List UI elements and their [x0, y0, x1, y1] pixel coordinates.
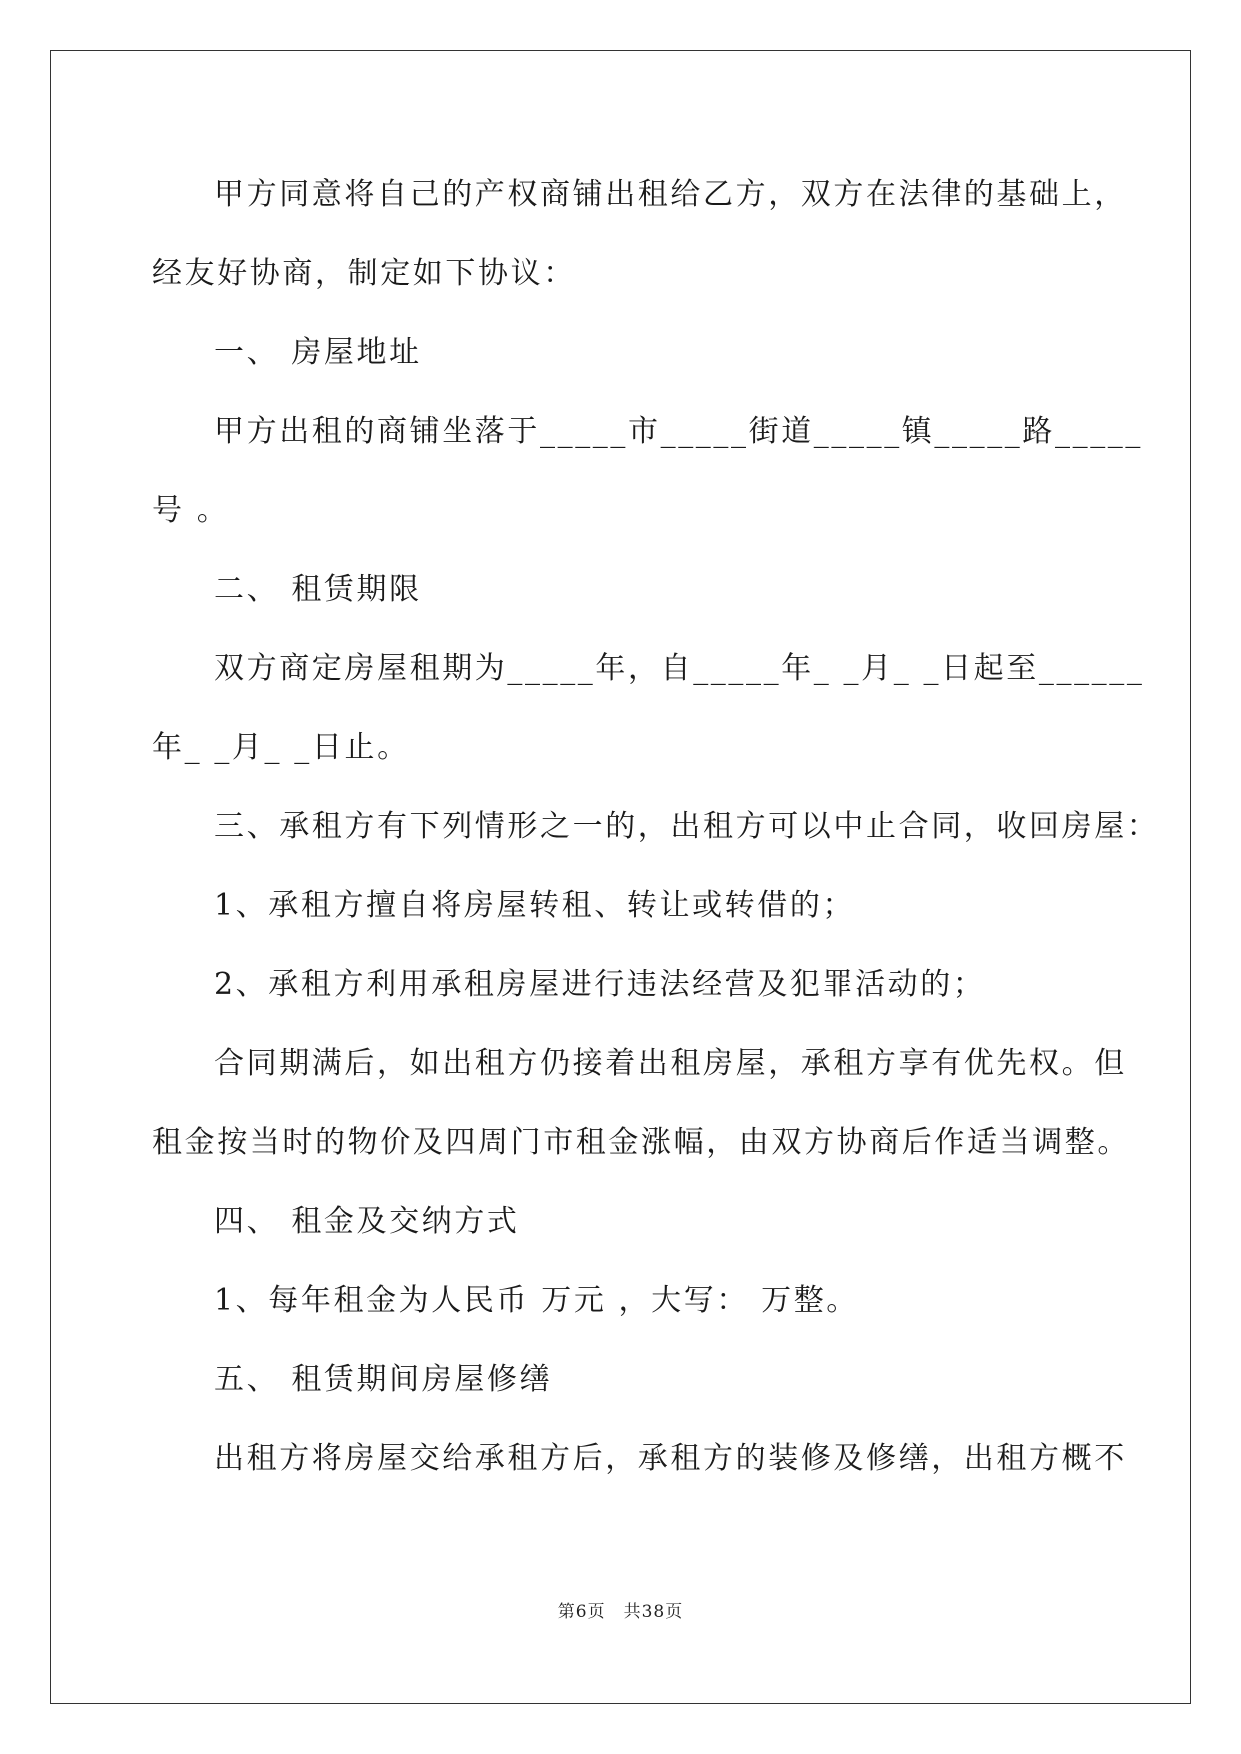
- paragraph-intro-line-2: 经友好协商，制定如下协议：: [152, 256, 576, 291]
- clause-3-1: 1、承租方擅自将房屋转租、转让或转借的；: [214, 888, 856, 923]
- repair-line-1: 出租方将房屋交给承租方后，承租方的装修及修缮，出租方概不: [214, 1441, 1127, 1476]
- section-heading-1: 一、 房屋地址: [214, 335, 422, 370]
- renewal-line-1: 合同期满后，如出租方仍接着出租房屋，承租方享有优先权。但: [214, 1046, 1127, 1081]
- address-line-1: 甲方出租的商铺坐落于_____市_____街道_____镇_____路_____: [214, 414, 1143, 449]
- section-heading-3: 三、承租方有下列情形之一的，出租方可以中止合同，收回房屋：: [214, 809, 1160, 844]
- renewal-line-2: 租金按当时的物价及四周门市租金涨幅，由双方协商后作适当调整。: [152, 1125, 1130, 1160]
- term-line-1: 双方商定房屋租期为_____年，自_____年_ _月_ _日起至______: [214, 651, 1145, 686]
- section-heading-5: 五、 租赁期间房屋修缮: [214, 1362, 553, 1397]
- page-number-footer: 第6页 共38页: [557, 1602, 684, 1622]
- term-line-2: 年_ _月_ _日止。: [152, 730, 410, 765]
- section-heading-2: 二、 租赁期限: [214, 572, 422, 607]
- address-line-2: 号 。: [152, 493, 230, 528]
- clause-3-2: 2、承租方利用承租房屋进行违法经营及犯罪活动的；: [214, 967, 986, 1002]
- paragraph-intro-line-1: 甲方同意将自己的产权商铺出租给乙方，双方在法律的基础上，: [214, 177, 1127, 212]
- section-heading-4: 四、 租金及交纳方式: [214, 1204, 520, 1239]
- rent-amount-line: 1、每年租金为人民币 万元 ，大写： 万整。: [214, 1283, 859, 1318]
